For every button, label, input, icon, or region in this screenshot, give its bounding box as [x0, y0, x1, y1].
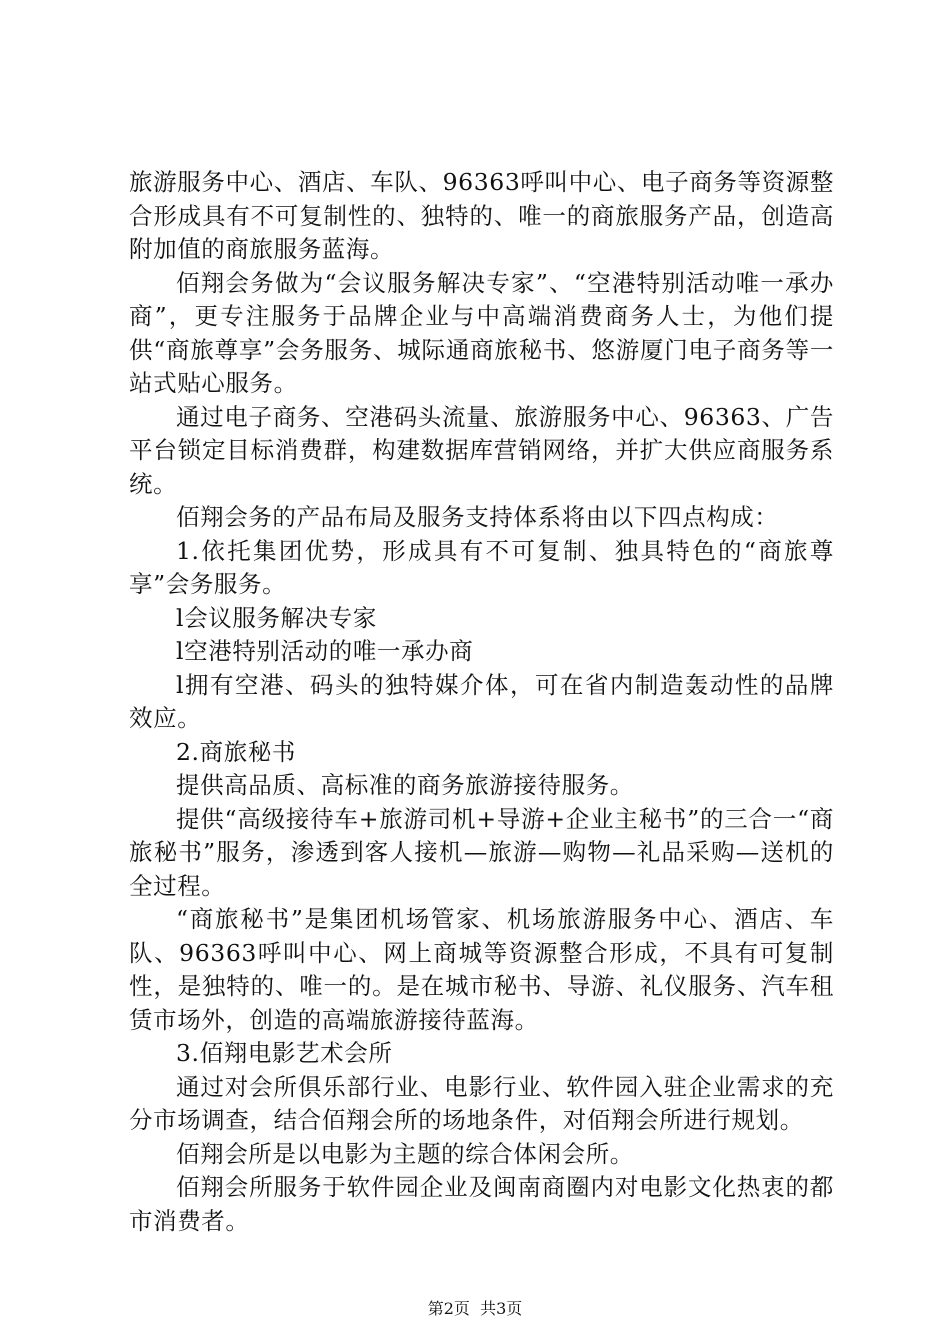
paragraph-3: 通过电子商务、空港码头流量、旅游服务中心、96363、广告平台锁定目标消费群，构建数据库营销网络，并扩大供应商服务系统。 [129, 402, 834, 498]
paragraph-9: 2.商旅秘书 [176, 737, 297, 766]
paragraph-15: 佰翔会所是以电影为主题的综合体闲会所。 [176, 1139, 634, 1168]
paragraph-4: 佰翔会务的产品布局及服务支持体系将由以下四点构成： [176, 503, 779, 531]
paragraph-10: 提供高品质、高标准的商务旅游接待服务。 [176, 771, 634, 799]
paragraph-8: l拥有空港、码头的独特媒介体，可在省内制造轰动性的品牌效应。 [129, 670, 834, 732]
paragraph-11: 提供“高级接待车+旅游司机+导游+企业主秘书”的三合一“商旅秘书”服务，渗透到客人接机—旅游—购物—礼品采购—送机的全过程。 [129, 804, 834, 900]
paragraph-13: 3.佰翔电影艺术会所 [176, 1039, 393, 1067]
paragraph-6: l会议服务解决专家 [176, 603, 377, 632]
paragraph-16: 佰翔会所服务于软件园企业及闽南商圈内对电影文化热衷的都市消费者。 [129, 1173, 834, 1235]
document-body [129, 166, 834, 1238]
paragraph-7: l空港特别活动的唯一承办商 [176, 637, 474, 665]
paragraph-1: 旅游服务中心、酒店、车队、96363呼叫中心、电子商务等资源整合形成具有不可复制性的、独特的、唯一的商旅服务产品，创造高附加值的商旅服务蓝海。 [129, 168, 834, 263]
page-footer: 第2页 共3页 [427, 1299, 523, 1318]
paragraph-14: 通过对会所俱乐部行业、电影行业、软件园入驻企业需求的充分市场调查，结合佰翔会所的场地条件，对佰翔会所进行规划。 [129, 1072, 834, 1134]
paragraph-12: “商旅秘书”是集团机场管家、机场旅游服务中心、酒店、车队、96363呼叫中心、网上商城等资源整合形成，不具有可复制性，是独特的、唯一的。是在城市秘书、导游、礼仪服务、汽车租赁市场外，创造的高端旅游接待蓝海。 [129, 905, 834, 1034]
paragraph-5: 1.依托集团优势，形成具有不可复制、独具特色的“商旅尊享”会务服务。 [129, 536, 834, 598]
paragraph-2: 佰翔会务做为“会议服务解决专家”、“空港特别活动唯一承办商”，更专注服务于品牌企业与中高端消费商务人士，为他们提供“商旅尊享”会务服务、城际通商旅秘书、悠游厦门电子商务等一站式贴心服务。 [129, 268, 834, 397]
